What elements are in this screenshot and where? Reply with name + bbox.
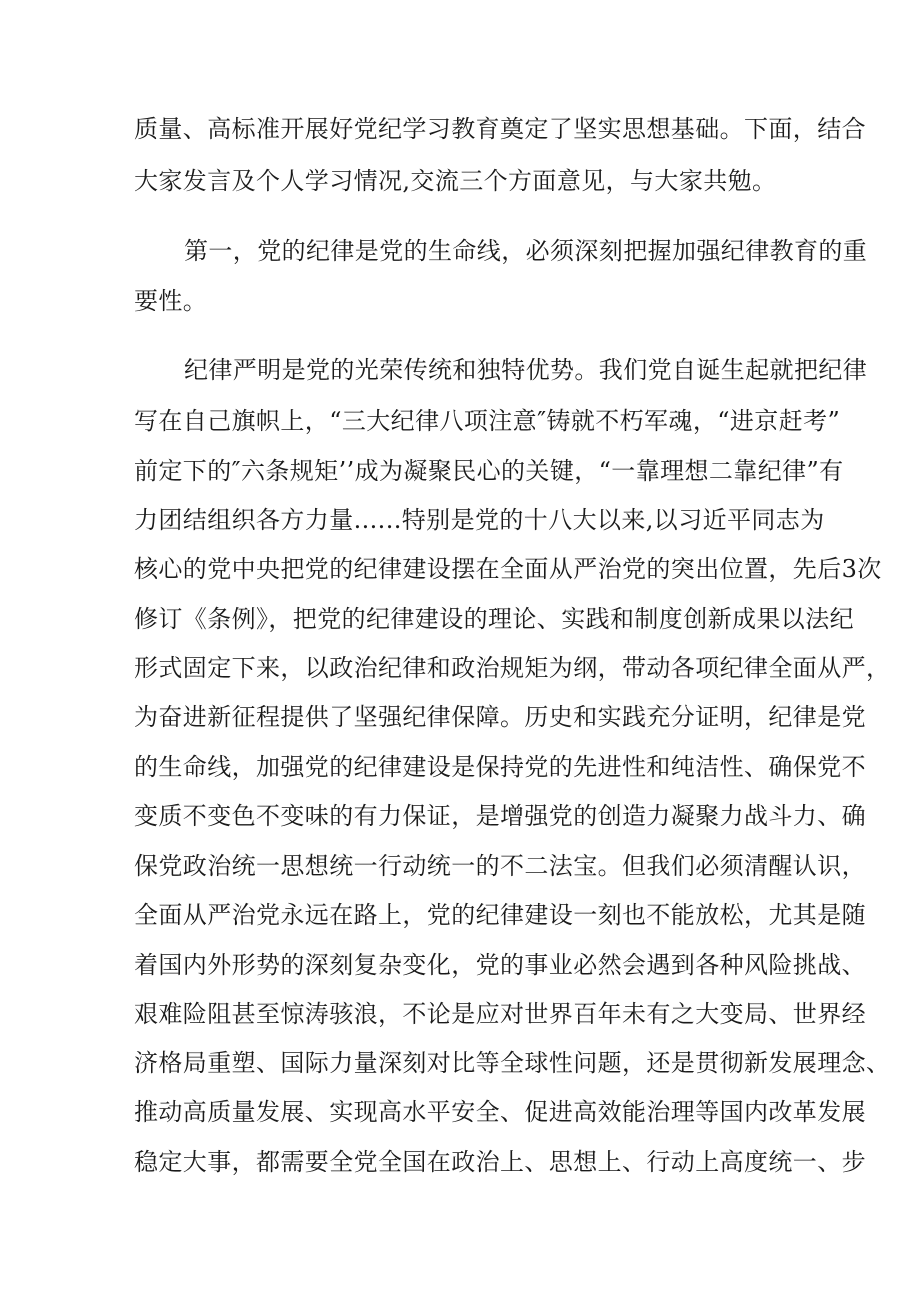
paragraph-3-line-15: 济格局重塑、国际力量深刻对比等全球性问题，还是贯彻新发展理念、 (134, 1049, 891, 1077)
paragraph-3-line-6: 修订《条例》，把党的纪律建设的理论、实践和制度创新成果以法纪 (134, 605, 854, 633)
paragraph-2-line-1: 第一，党的纪律是党的生命线，必须深刻把握加强纪律教育的重 (184, 237, 868, 265)
paragraph-3-line-1: 纪律严明是党的光荣传统和独特优势。我们党自诞生起就把纪律 (184, 356, 868, 384)
paragraph-1-line-1: 质量、高标准开展好党纪学习教育奠定了坚实思想基础。下面，结合 (134, 115, 866, 143)
paragraph-3-line-11: 保党政治统一思想统一行动统一的不二法宝。但我们必须清醒认识， (134, 852, 866, 880)
paragraph-3-line-9: 的生命线，加强党的纪律建设是保持党的先进性和纯洁性、确保党不 (134, 753, 866, 781)
paragraph-3-line-5: 核心的党中央把党的纪律建设摆在全面从严治党的突出位置，先后3次 (134, 555, 882, 583)
paragraph-3-line-4: 力团结组织各方力量......特别是党的十八大以来,以习近平同志为 (134, 506, 825, 534)
paragraph-1-line-2: 大家发言及个人学习情况,交流三个方面意见，与大家共勉。 (134, 167, 777, 195)
paragraph-3-line-17: 稳定大事，都需要全党全国在政治上、思想上、行动上高度统一、步 (134, 1148, 866, 1176)
paragraph-3-line-12: 全面从严治党永远在路上，党的纪律建设一刻也不能放松，尤其是随 (134, 901, 866, 929)
paragraph-3-line-10: 变质不变色不变味的有力保证，是增强党的创造力凝聚力战斗力、确 (134, 802, 866, 830)
paragraph-3-line-13: 着国内外形势的深刻复杂变化，党的事业必然会遇到各种风险挑战、 (134, 951, 866, 979)
paragraph-3-line-2: 写在自己旗帜上，“三大纪律八项注意″铸就不朽军魂，“进京赶考” (134, 407, 841, 435)
paragraph-3-line-3: 前定下的″六条规矩’’成为凝聚民心的关键，“一靠理想二靠纪律”有 (134, 457, 844, 485)
paragraph-2-line-2: 要性。 (134, 287, 208, 315)
paragraph-3-line-14: 艰难险阻甚至惊涛骇浪，不论是应对世界百年未有之大变局、世界经 (134, 1000, 866, 1028)
paragraph-3-line-7: 形式固定下来，以政治纪律和政治规矩为纲，带动各项纪律全面从严， (134, 654, 891, 682)
paragraph-3-line-8: 为奋进新征程提供了坚强纪律保障。历史和实践充分证明，纪律是党 (134, 703, 866, 731)
paragraph-3-line-16: 推动高质量发展、实现高水平安全、促进高效能治理等国内改革发展 (134, 1098, 866, 1126)
